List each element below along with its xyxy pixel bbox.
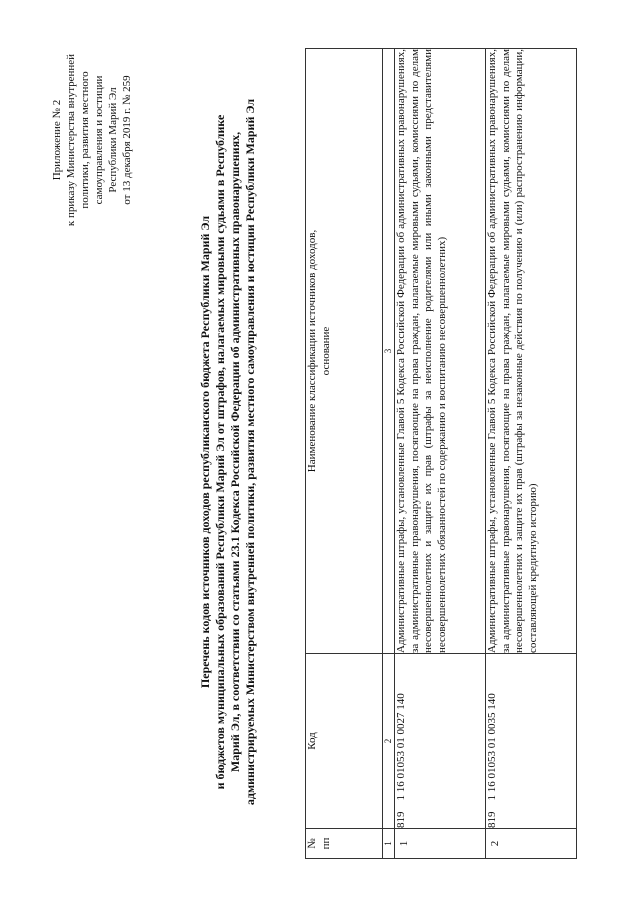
row-name-cell: Административные штрафы, установленные Главой 5 Кодекса Российской Федерации об административных правонарушениях, за административные правонарушения, посягающие на права граждан, налагаемые мировыми судьями, комиссиями по делам несовершеннолетних и защите их прав (штрафы за неисполнение родителями или иными законными представителями несовершеннолетних обязанностей по содержанию и воспитанию несовершеннолетних) <box>395 49 486 654</box>
document-title <box>198 0 258 904</box>
header-name-label: Наименование классификации источников доходов, <box>306 229 318 473</box>
appendix-block <box>50 40 134 240</box>
header-name-sublabel: основание <box>319 326 332 376</box>
column-number: 2 <box>383 654 395 829</box>
revenue-codes-table <box>305 48 577 859</box>
table-header-row <box>306 49 383 859</box>
column-number: 3 <box>383 49 395 654</box>
title-line: и бюджетов муниципальных образований Республики Марий Эл от штрафов, налагаемых мировыми судьями в Республике <box>213 114 227 790</box>
table-row <box>395 49 486 859</box>
row-number: 1 <box>395 829 486 859</box>
appendix-line: политики, развития местного <box>79 71 91 209</box>
table-row <box>486 49 577 859</box>
column-number: 1 <box>383 829 395 859</box>
admin-code: 819 <box>486 811 498 828</box>
appendix-line: Республики Марий Эл <box>107 87 119 193</box>
header-number-sublabel: пп <box>319 837 332 850</box>
appendix-line: к приказу Министерства внутренней <box>65 53 77 227</box>
appendix-line: от 13 декабря 2019 г. № 259 <box>121 75 133 205</box>
column-number-row <box>383 49 395 859</box>
row-name-cell: Административные штрафы, установленные Главой 5 Кодекса Российской Федерации об административных правонарушениях, за административные правонарушения, посягающие на права граждан, налагаемые мировыми судьями, комиссиями по делам несовершеннолетних и защите их прав (штрафы за незаконные действия по получению и (или) распространению информации, составляющей кредитную историю) <box>486 49 577 654</box>
title-line: администрируемых Министерством внутренней политики, развития местного самоуправления и юстиции Республики Марий Эл <box>243 98 257 806</box>
title-line: Марий Эл, в соответствии со статьями 23.1 Кодекса Российской Федерации об административных правонарушениях, <box>228 131 242 773</box>
header-number-cell <box>306 829 383 859</box>
appendix-line: самоуправления и юстиции <box>93 75 105 205</box>
header-number-label: № <box>306 838 318 849</box>
revenue-code: 1 16 01053 01 0035 140 <box>486 693 498 801</box>
header-name-cell <box>306 49 383 654</box>
title-line: Перечень кодов источников доходов республиканского бюджета Республики Марий Эл <box>198 215 212 689</box>
row-code-cell <box>395 654 486 829</box>
admin-code: 819 <box>395 811 407 828</box>
header-code-cell: Код <box>306 654 383 829</box>
row-number: 2 <box>486 829 577 859</box>
revenue-code: 1 16 01053 01 0027 140 <box>395 693 407 801</box>
row-code-cell <box>486 654 577 829</box>
appendix-line: Приложение № 2 <box>51 99 63 181</box>
